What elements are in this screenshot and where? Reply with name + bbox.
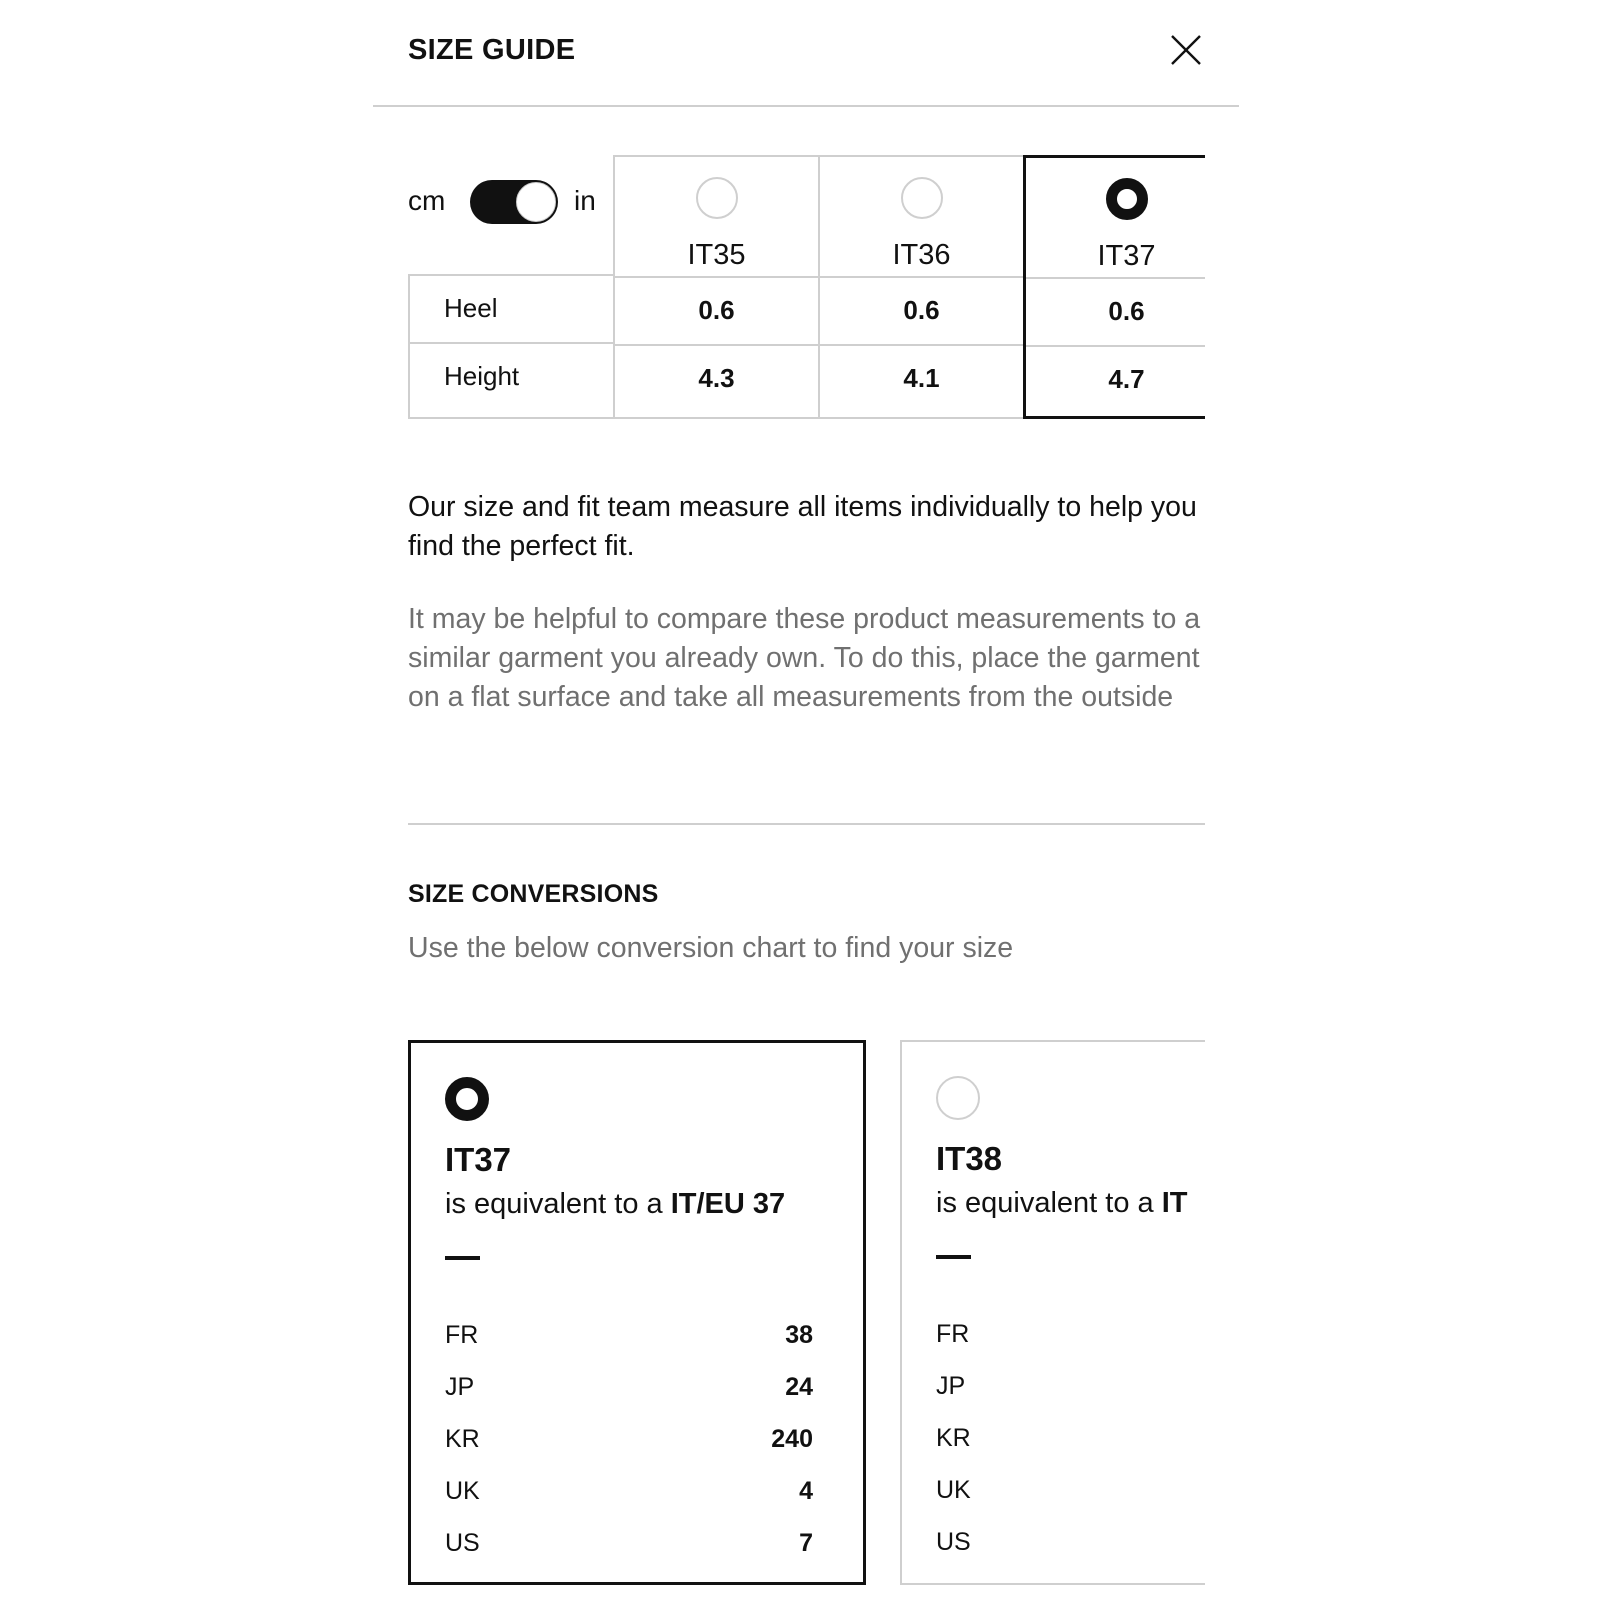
close-icon[interactable] [1168,32,1204,68]
dash-divider [445,1256,480,1260]
conversion-row: KR [936,1424,971,1452]
radio-icon[interactable] [936,1076,980,1120]
heel-value: 0.6 [698,295,735,325]
heel-value: 0.6 [903,295,940,325]
conversions-title: SIZE CONVERSIONS [408,880,659,908]
conversion-card-it37[interactable] [408,1040,866,1585]
card-size: IT37 [445,1141,512,1178]
row-label-height: Height [444,361,520,391]
height-value: 4.7 [1108,364,1145,394]
radio-icon[interactable] [696,177,738,219]
info-secondary: It may be helpful to compare these product measurements to a similar garment you already own. To do this, place the garment on a flat surface and take all measurements from the outside [408,603,1201,713]
card-equivalent: is equivalent to a IT/EU 37 [445,1188,786,1220]
conversion-row: US 7 [445,1529,813,1557]
conversion-card-it38[interactable] [900,1040,1205,1585]
radio-selected-icon[interactable] [1106,178,1148,220]
header-divider [373,105,1239,107]
height-value: 4.3 [698,363,735,393]
unit-toggle[interactable] [470,180,558,224]
card-equivalent: is equivalent to a IT [936,1187,1188,1219]
conversion-row: UK [936,1476,971,1504]
conversion-row: FR [936,1320,970,1348]
unit-label-cm: cm [408,185,446,216]
measurement-table [408,155,1205,421]
row-label-heel: Heel [444,293,498,323]
info-primary: Our size and fit team measure all items individually to help you find the perfect fit. [408,491,1197,562]
size-label: IT37 [1097,240,1156,272]
size-column-it35[interactable] [613,155,820,419]
row-labels [408,274,615,419]
conversion-row: FR 38 [445,1321,813,1349]
heel-value: 0.6 [1108,296,1145,326]
conversions-subtitle: Use the below conversion chart to find your size [408,932,1014,964]
conversion-row: US [936,1528,971,1556]
radio-icon[interactable] [901,177,943,219]
height-value: 4.1 [903,363,940,393]
conversion-row: JP [936,1372,966,1400]
card-size: IT38 [936,1140,1003,1177]
size-column-it36[interactable] [818,155,1025,419]
size-label: IT35 [687,239,746,271]
page-title: SIZE GUIDE [408,34,576,66]
radio-selected-icon[interactable] [445,1077,489,1121]
section-divider [408,823,1205,825]
dash-divider [936,1255,971,1259]
conversion-row: JP 24 [445,1373,813,1401]
conversion-row: KR 240 [445,1425,813,1453]
size-label: IT36 [892,239,951,271]
conversion-row: UK 4 [445,1477,813,1505]
unit-label-in: in [574,185,596,216]
size-column-it37[interactable] [1023,155,1205,419]
conversion-cards [408,1035,1205,1585]
